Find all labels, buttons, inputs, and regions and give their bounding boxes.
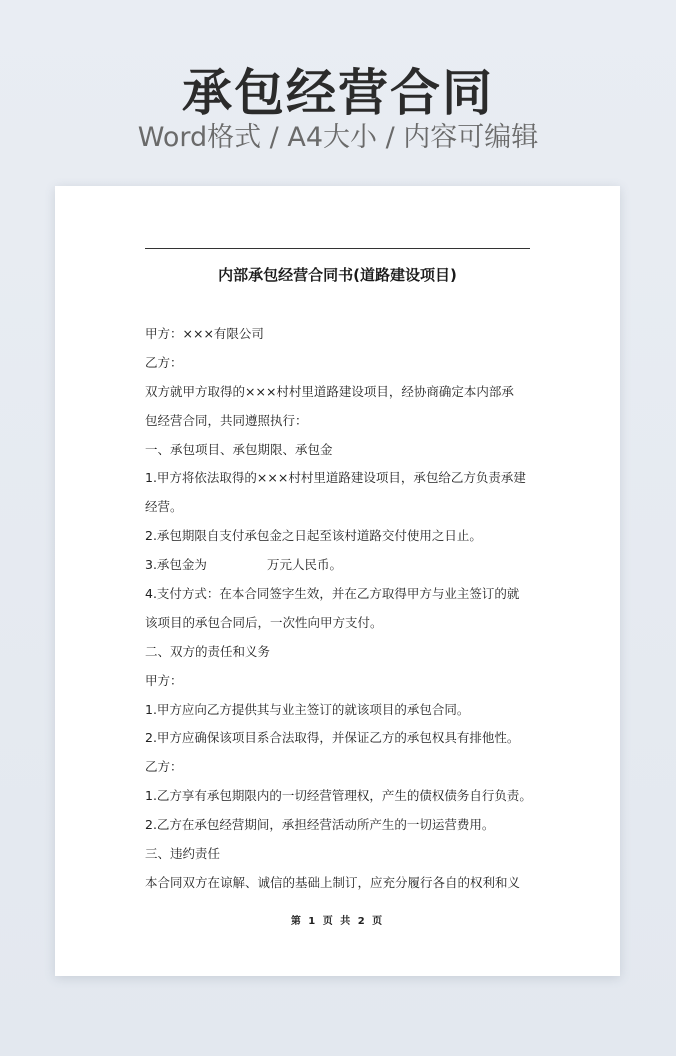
liability-line-1: 本合同双方在谅解、诚信的基础上制订，应充分履行各自的权利和义 — [145, 874, 521, 890]
header-rule — [145, 248, 530, 249]
party-a-duty-1: 1.甲方应向乙方提供其与业主签订的就该项目的承包合同。 — [145, 701, 470, 717]
banner-title: 承包经营合同 — [182, 64, 494, 122]
party-a-duties-label: 甲方： — [145, 672, 183, 688]
document-page — [55, 186, 620, 976]
page-number: 第 1 页 共 2 页 — [290, 916, 385, 927]
party-b-duty-1: 1.乙方享有承包期限内的一切经营管理权，产生的债权债务自行负责。 — [145, 788, 532, 804]
preamble-line-2: 包经营合同，共同遵照执行： — [145, 412, 308, 428]
clause-1-3-label: 3.承包金为 — [145, 557, 207, 573]
section-heading-1: 一、承包项目、承包期限、承包金 — [145, 441, 333, 457]
document-title: 内部承包经营合同书(道路建设项目) — [218, 266, 457, 284]
amount-unit: 万元人民币。 — [266, 557, 342, 573]
clause-1-4-line-1: 4.支付方式：在本合同签字生效，并在乙方取得甲方与业主签订的就 — [145, 586, 520, 602]
section-heading-3: 三、违约责任 — [145, 846, 221, 862]
party-a-duty-2: 2.甲方应确保该项目系合法取得，并保证乙方的承包权具有排他性。 — [145, 730, 520, 746]
clause-1-4-line-2: 该项目的承包合同后，一次性向甲方支付。 — [145, 614, 383, 630]
clause-1-1-line-2: 经营。 — [145, 499, 183, 515]
document-body — [145, 320, 540, 898]
clause-1-2: 2.承包期限自支付承包金之日起至该村道路交付使用之日止。 — [145, 528, 482, 544]
party-b-duty-2: 2.乙方在承包经营期间，承担经营活动所产生的一切运营费用。 — [145, 817, 495, 833]
section-heading-2: 二、双方的责任和义务 — [145, 643, 271, 659]
clause-1-1-line-1: 1.甲方将依法取得的×××村村里道路建设项目，承包给乙方负责承建 — [145, 470, 526, 486]
party-a-line: 甲方：×××有限公司 — [145, 326, 264, 341]
party-b-line: 乙方： — [145, 354, 183, 370]
clause-1-3 — [145, 551, 540, 580]
preamble-line-1: 双方就甲方取得的×××村村里道路建设项目，经协商确定本内部承 — [145, 383, 514, 399]
party-b-duties-label: 乙方： — [145, 759, 183, 775]
banner-subtitle: Word格式 / A4大小 / 内容可编辑 — [137, 122, 539, 153]
